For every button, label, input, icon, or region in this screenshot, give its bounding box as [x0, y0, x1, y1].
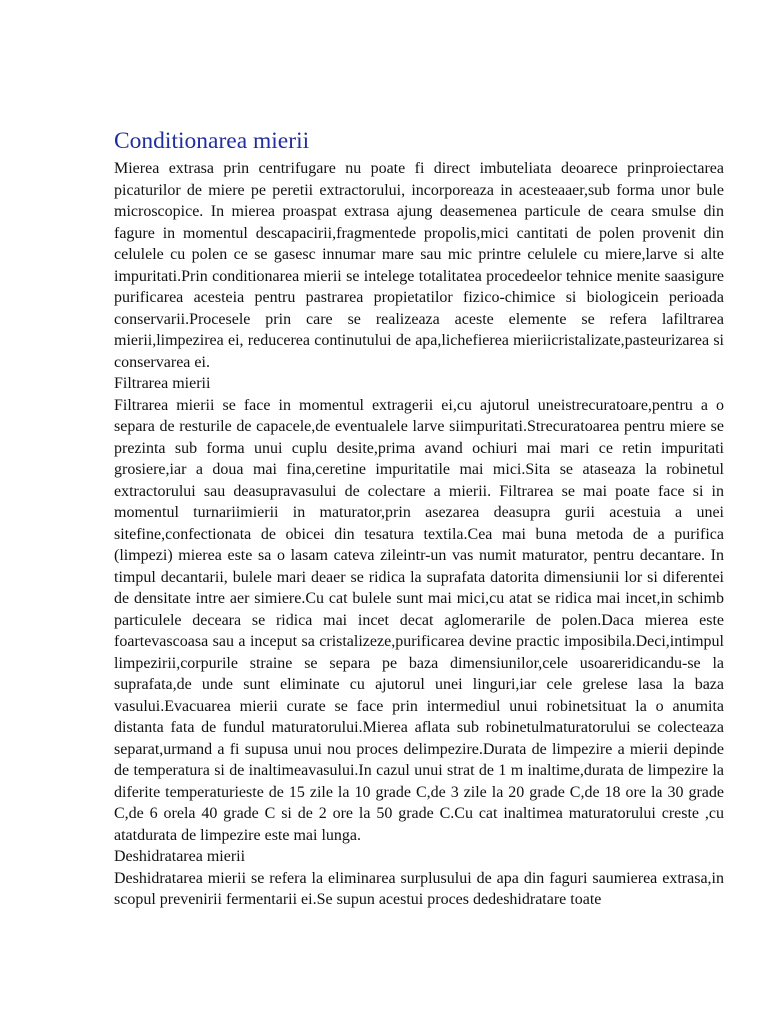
section-heading-deshidratarea: Deshidratarea mierii: [114, 848, 246, 865]
section-heading-filtrarea: Filtrarea mierii: [114, 375, 211, 392]
document-title: Conditionarea mierii: [114, 128, 310, 154]
filtrarea-paragraph: Filtrarea mierii se face in momentul extragerii ei,cu ajutorul uneistrecuratoare,pentru a o separa de resturile de capacele,de eventualele larve siimpuritati.Strecuratoarea pentru miere se prezinta sub forma unui cuplu desite,prima avand ochiuri mai mari ce retin impuritati grosiere,iar a doua mai fina,ceretine impuritatile mai mici.Sita se ataseaza la robinetul extractorului sau deasupravasului de colectare a mierii. Filtrarea se mai poate face si in momentul turnariimierii in maturator,prin asezarea deasupra gurii acestuia a unei sitefine,confectionata de obicei din tesatura textila.Cea mai buna metoda de a purifica (limpezi) mierea este sa o lasam cateva zileintr-un vas numit maturator, pentru decantare. In timpul decantarii, bulele mari deaer se ridica la suprafata datorita dimensiunii lor si diferentei de densitate intre aer simiere.Cu cat bulele sunt mai mici,cu atat se ridica mai incet,in schimb particulele deceara se ridica mai incet decat aglomerarile de polen.Daca mierea este foartevascoasa sau a inceput sa cristalizeze,purificarea devine practic imposibila.Deci,intimpul limpezirii,corpurile straine se separa pe baza dimensiunilor,cele usoareridicandu-se la suprafata,de unde sunt eliminate cu ajutorul unei linguri,iar cele grelese lasa la baza vasului.Evacuarea mierii curate se face prin intermediul unui robinetsituat la o anumita distanta fata de fundul maturatorului.Mierea aflata sub robinetulmaturatorului se colecteaza separat,urmand a fi supusa unui nou proces delimpezire.Durata de limpezire a mierii depinde de temperatura si de inaltimeavasului.In cazul unui strat de 1 m inaltime,durata de limpezire la diferite temperaturieste de 15 zile la 10 grade C,de 3 zile la 20 grade C,de 18 ore la 30 grade C,de 6 orela 40 grade C si de 2 ore la 50 grade C.Cu cat inaltimea maturatorului creste ,cu atatdurata de limpezire este mai lunga.: [114, 396, 724, 844]
document-page: [114, 126, 724, 911]
deshidratarea-paragraph: Deshidratarea mierii se refera la eliminarea surplusului de apa din faguri saumierea extrasa,in scopul prevenirii fermentarii ei.Se supun acestui proces dedeshidratare toate: [114, 869, 724, 908]
intro-paragraph: Mierea extrasa prin centrifugare nu poate fi direct imbuteliata deoarece prinproiectarea picaturilor de miere pe peretii extractorului, incorporeaza in acesteaaer,sub forma unor bule microscopice. In mierea proaspat extrasa ajung deasemenea particule de ceara smulse din fagure in momentul descapacirii,fragmentede propolis,mici cantitati de polen provenit din celulele cu polen ce se gasesc innumar mare sau mic printre celulele cu miere,larve si alte impuritati.Prin conditionarea mierii se intelege totalitatea procedeelor tehnice menite saasigure purificarea acesteia pentru pastrarea propietatilor fizico-chimice si biologicein perioada conservarii.Procesele prin care se realizeaza aceste elemente se refera lafiltrarea mierii,limpezirea ei, reducerea continutului de apa,lichefierea mieriicristalizate,pasteurizarea si conservarea ei.: [114, 160, 724, 371]
